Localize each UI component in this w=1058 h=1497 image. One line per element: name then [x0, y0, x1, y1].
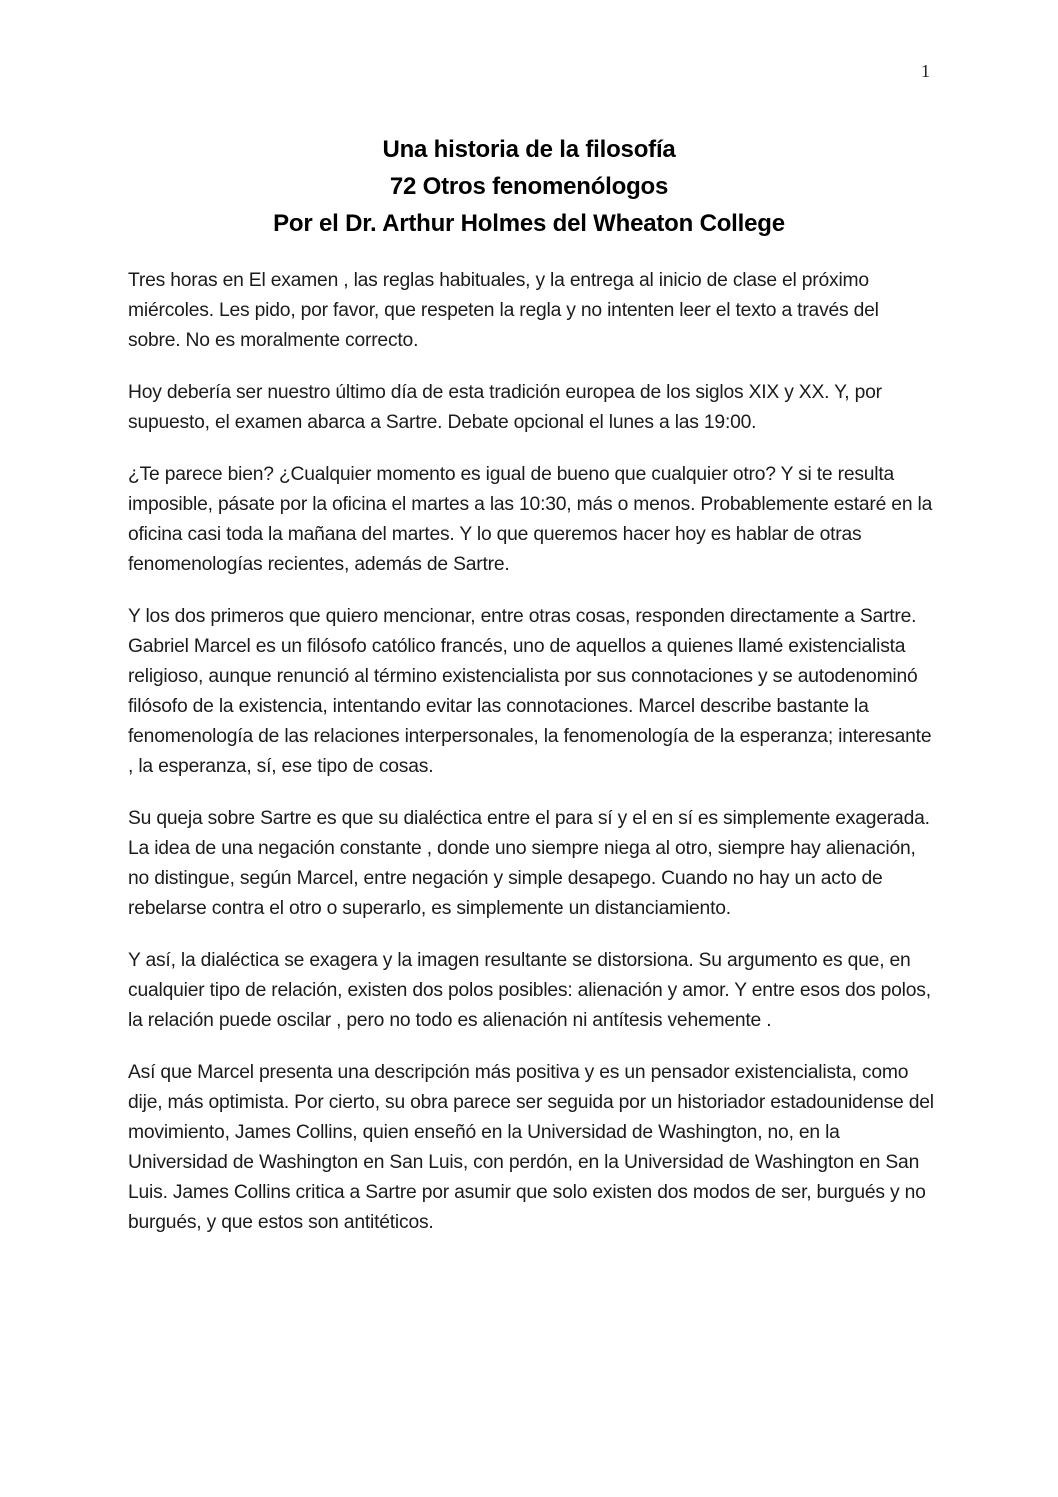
- title-line-course: Una historia de la filosofía: [382, 136, 676, 163]
- paragraph: Y los dos primeros que quiero mencionar, entre otras cosas, responden directamente a Sartre. Gabriel Marcel es un filósofo católico francés, uno de aquellos a quienes llamé existencialista religioso, aunque renunció al término existencialista por sus connotaciones y se autodenominó filósofo de la existencia, intentando evitar las connotaciones. Marcel describe bastante la fenomenología de las relaciones interpersonales, la fenomenología de la esperanza; interesante , la esperanza, sí, ese tipo de cosas.: [128, 606, 932, 777]
- paragraph: Tres horas en El examen , las reglas habituales, y la entrega al inicio de clase el próximo miércoles. Les pido, por favor, que respeten la regla y no intenten leer el texto a través del sobre. No es moralmente correcto.: [128, 270, 879, 351]
- title-line-lecture: 72 Otros fenomenólogos: [389, 173, 669, 200]
- paragraph: Y así, la dialéctica se exagera y la imagen resultante se distorsiona. Su argumento es que, en cualquier tipo de relación, existen dos polos posibles: alienación y amor. Y entre esos dos polos, la relación puede oscilar , pero no todo es alienación ni antítesis vehemente .: [128, 950, 931, 1031]
- page-number: 1: [921, 61, 930, 81]
- paragraph: Hoy debería ser nuestro último día de esta tradición europea de los siglos XIX y XX. Y, por supuesto, el examen abarca a Sartre. Debate opcional el lunes a las 19:00.: [128, 382, 882, 433]
- paragraph: ¿Te parece bien? ¿Cualquier momento es igual de bueno que cualquier otro? Y si te resulta imposible, pásate por la oficina el martes a las 10:30, más o menos. Probablemente estaré en la oficina casi toda la mañana del martes. Y lo que queremos hacer hoy es hablar de otras fenomenologías recientes, además de Sartre.: [128, 464, 933, 575]
- document-body: [128, 266, 934, 1260]
- paragraph: Así que Marcel presenta una descripción más positiva y es un pensador existencialista, como dije, más optimista. Por cierto, su obra parece ser seguida por un historiador estadounidense del movimiento, James Collins, quien enseñó en la Universidad de Washington, no, en la Universidad de Washington en San Luis, con perdón, en la Universidad de Washington en San Luis. James Collins critica a Sartre por asumir que solo existen dos modos de ser, burgués y no burgués, y que estos son antitéticos.: [128, 1062, 934, 1233]
- title-line-author: Por el Dr. Arthur Holmes del Wheaton College: [273, 210, 785, 237]
- paragraph: Su queja sobre Sartre es que su dialéctica entre el para sí y el en sí es simplemente exagerada. La idea de una negación constante , donde uno siempre niega al otro, siempre hay alienación, no distingue, según Marcel, entre negación y simple desapego. Cuando no hay un acto de rebelarse contra el otro o superarlo, es simplemente un distanciamiento.: [128, 808, 930, 919]
- document-title: [128, 131, 930, 242]
